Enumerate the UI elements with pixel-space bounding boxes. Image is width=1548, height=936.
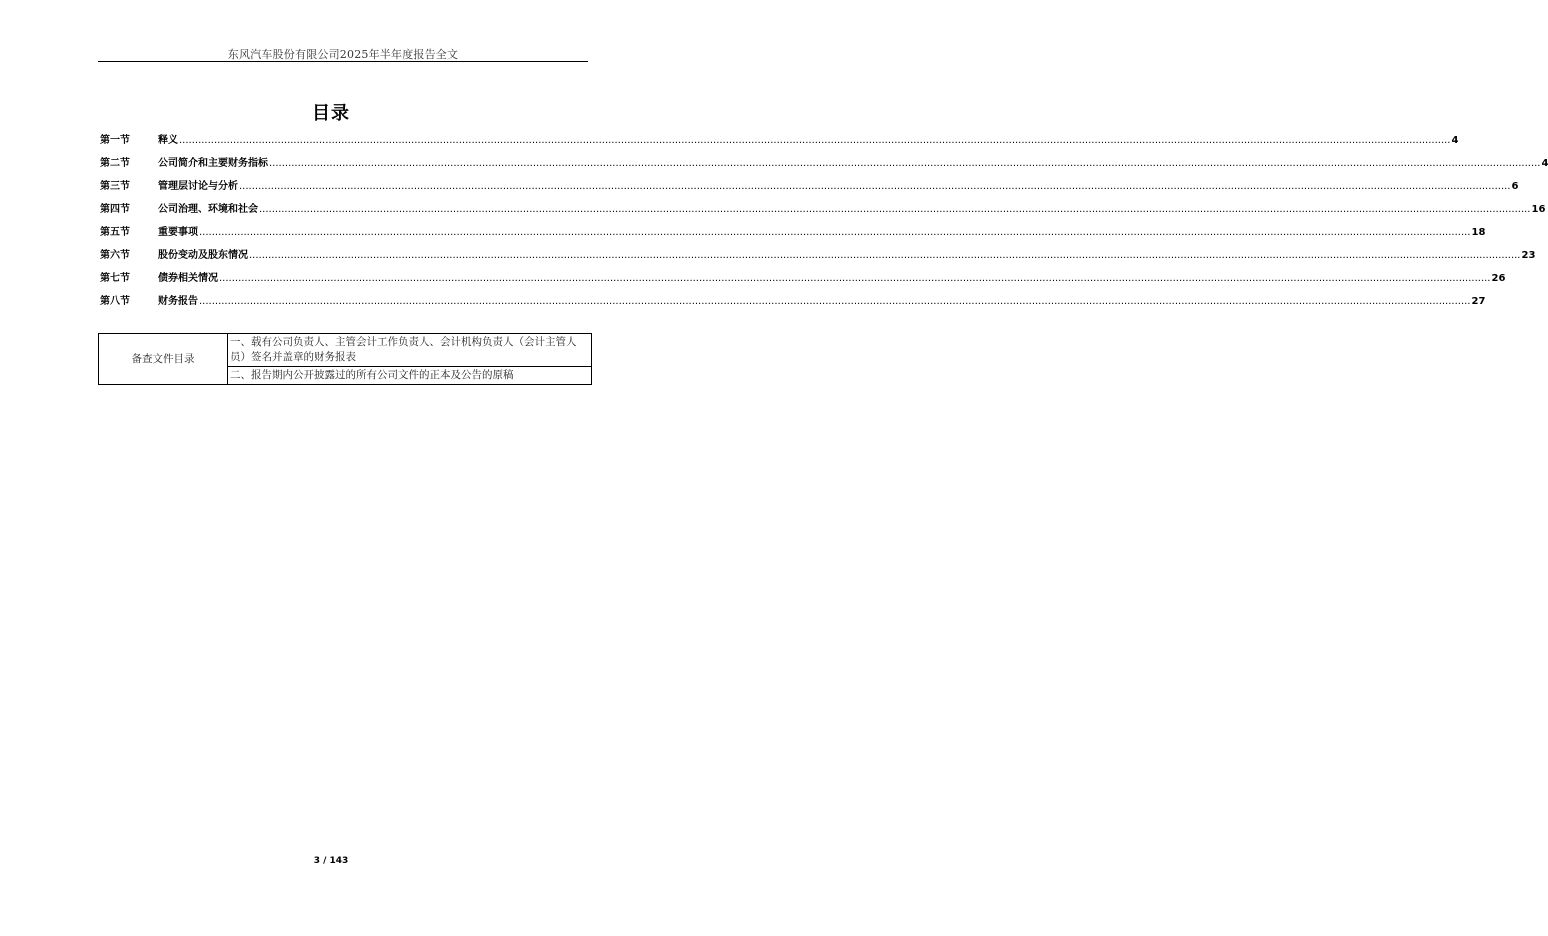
toc-section-title: 释义 xyxy=(158,135,178,146)
toc-leader-dots: ................................................................................................................................................................................................................................................................................................................................................................................................................ xyxy=(199,227,1471,238)
toc-entry[interactable] xyxy=(100,131,1459,154)
toc-entry[interactable] xyxy=(100,177,1519,200)
toc-page-number: 18 xyxy=(1471,227,1486,238)
toc-leader-dots: ................................................................................................................................................................................................................................................................................................................................................................................................................ xyxy=(249,250,1521,261)
reference-table-item: 二、报告期内公开披露过的所有公司文件的正本及公告的原稿 xyxy=(228,367,592,385)
toc-section-title: 债券相关情况 xyxy=(158,273,218,284)
toc-page-number: 26 xyxy=(1491,273,1506,284)
page-number: 3 / 143 xyxy=(313,856,349,866)
page-header: 东风汽车股份有限公司2025年半年度报告全文 xyxy=(227,48,459,61)
reference-table-item: 一、载有公司负责人、主管会计工作负责人、会计机构负责人（会计主管人员）签名并盖章的财务报表 xyxy=(228,334,592,367)
toc-section-number: 第五节 xyxy=(100,227,130,238)
toc-section-number: 第六节 xyxy=(100,250,130,261)
toc-entry[interactable] xyxy=(100,269,1506,292)
toc-section-number: 第二节 xyxy=(100,158,130,169)
toc-section-number: 第八节 xyxy=(100,296,130,307)
toc-section-title: 重要事项 xyxy=(158,227,198,238)
toc-leader-dots: ................................................................................................................................................................................................................................................................................................................................................................................................................ xyxy=(239,181,1511,192)
reference-documents-table xyxy=(98,333,592,385)
toc-section-title: 管理层讨论与分析 xyxy=(158,181,238,192)
toc-entry[interactable] xyxy=(100,200,1546,223)
toc-entry[interactable] xyxy=(100,154,1548,177)
toc-leader-dots: ................................................................................................................................................................................................................................................................................................................................................................................................................ xyxy=(179,135,1451,146)
toc-section-title: 股份变动及股东情况 xyxy=(158,250,248,261)
toc-page-number: 4 xyxy=(1541,158,1548,169)
toc-page-number: 16 xyxy=(1531,204,1546,215)
document-title: 目录 xyxy=(312,103,350,124)
toc-entry[interactable] xyxy=(100,246,1536,269)
header-rule xyxy=(98,61,588,62)
toc-section-title: 财务报告 xyxy=(158,296,198,307)
toc-section-number: 第七节 xyxy=(100,273,130,284)
toc-page-number: 23 xyxy=(1521,250,1536,261)
toc-leader-dots: ................................................................................................................................................................................................................................................................................................................................................................................................................ xyxy=(199,296,1471,307)
toc-section-title: 公司简介和主要财务指标 xyxy=(158,158,268,169)
toc-entry[interactable] xyxy=(100,292,1486,315)
toc-leader-dots: ................................................................................................................................................................................................................................................................................................................................................................................................................ xyxy=(259,204,1531,215)
table-of-contents xyxy=(100,131,1548,315)
toc-entry[interactable] xyxy=(100,223,1486,246)
toc-leader-dots: ................................................................................................................................................................................................................................................................................................................................................................................................................ xyxy=(219,273,1491,284)
toc-section-number: 第一节 xyxy=(100,135,130,146)
toc-section-number: 第三节 xyxy=(100,181,130,192)
toc-leader-dots: ................................................................................................................................................................................................................................................................................................................................................................................................................ xyxy=(269,158,1541,169)
toc-section-number: 第四节 xyxy=(100,204,130,215)
toc-page-number: 4 xyxy=(1451,135,1459,146)
reference-table-label: 备查文件目录 xyxy=(99,334,228,385)
toc-page-number: 27 xyxy=(1471,296,1486,307)
toc-page-number: 6 xyxy=(1511,181,1519,192)
toc-section-title: 公司治理、环境和社会 xyxy=(158,204,258,215)
